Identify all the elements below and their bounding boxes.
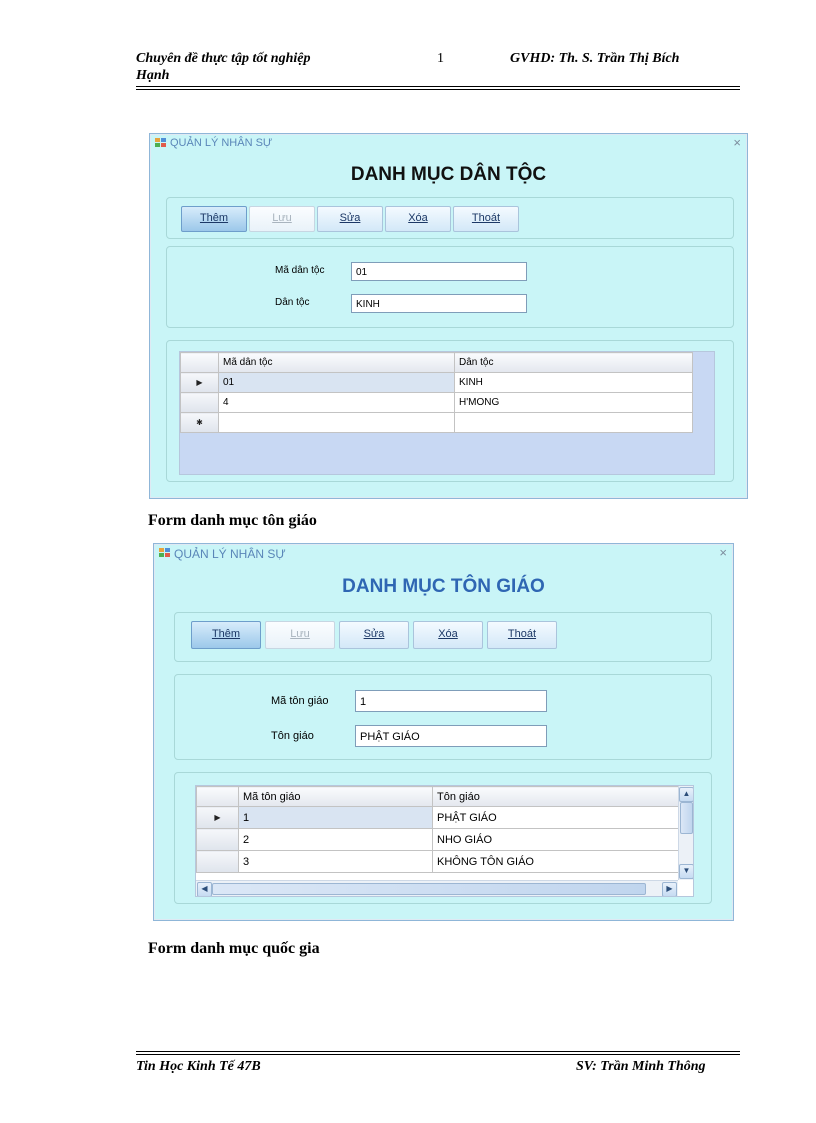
grid-group xyxy=(174,772,712,904)
dan-toc-grid[interactable] xyxy=(179,351,715,475)
window-title: QUẢN LÝ NHÂN SỰ xyxy=(170,137,273,149)
luu-button[interactable]: Lưu xyxy=(265,621,335,649)
thoat-button[interactable]: Thoát xyxy=(453,206,519,232)
grid-group xyxy=(166,340,734,482)
form-heading: DANH MỤC TÔN GIÁO xyxy=(342,576,545,597)
title-bar xyxy=(150,134,747,154)
form-heading: DANH MỤC DÂN TỘC xyxy=(350,164,547,185)
app-icon xyxy=(155,138,166,148)
ton-giao-label: Tôn giáo xyxy=(271,730,314,742)
close-icon[interactable]: × xyxy=(719,545,727,560)
ma-ton-giao-label: Mã tôn giáo xyxy=(271,695,329,707)
sua-button[interactable]: Sửa xyxy=(317,206,383,232)
caption-ton-giao: Form danh mục tôn giáo xyxy=(148,512,317,529)
table-row[interactable] xyxy=(181,393,693,413)
input-group xyxy=(166,246,734,328)
ma-ton-giao-input[interactable]: 1 xyxy=(355,690,547,712)
footer-rule-2 xyxy=(136,1054,740,1055)
footer-right: SV: Trần Minh Thông xyxy=(576,1059,706,1074)
header-left-line1: Chuyên đề thực tập tốt nghiệp xyxy=(136,51,311,66)
grid-cell[interactable] xyxy=(219,413,455,433)
page-number: 1 xyxy=(437,51,444,66)
horizontal-scroll-thumb[interactable] xyxy=(212,883,646,895)
vertical-scrollbar[interactable] xyxy=(678,786,694,880)
window-title: QUẢN LÝ NHÂN SỰ xyxy=(174,547,286,561)
them-button[interactable]: Thêm xyxy=(181,206,247,232)
column-header-dan-toc[interactable]: Dân tộc xyxy=(455,353,693,373)
grid-cell[interactable]: 1 xyxy=(239,807,433,829)
input-group xyxy=(174,674,712,760)
column-header-ma-ton-giao[interactable]: Mã tôn giáo xyxy=(239,787,433,807)
header-right: GVHD: Th. S. Trần Thị Bích xyxy=(510,51,680,66)
dan-toc-label: Dân tộc xyxy=(275,297,310,308)
grid-cell[interactable]: KHÔNG TÔN GIÁO xyxy=(433,851,679,873)
grid-cell[interactable]: H'MONG xyxy=(455,393,693,413)
header-left-line2: Hạnh xyxy=(136,68,170,83)
xoa-button[interactable]: Xóa xyxy=(413,621,483,649)
new-row-icon: ✱ xyxy=(181,413,219,433)
button-group xyxy=(166,197,734,239)
grid-cell[interactable]: 01 xyxy=(219,373,455,393)
corner-cell xyxy=(197,787,239,807)
form-ton-giao-window xyxy=(153,543,734,921)
row-header xyxy=(181,393,219,413)
grid-cell[interactable]: 3 xyxy=(239,851,433,873)
row-header xyxy=(197,851,239,873)
scroll-up-icon[interactable]: ▲ xyxy=(679,787,694,802)
ma-dan-toc-label: Mã dân tộc xyxy=(275,265,325,276)
ma-dan-toc-input[interactable]: 01 xyxy=(351,262,527,281)
them-button[interactable]: Thêm xyxy=(191,621,261,649)
column-header-ton-giao[interactable]: Tôn giáo xyxy=(433,787,679,807)
grid-header-row xyxy=(197,787,679,807)
close-icon[interactable]: × xyxy=(733,135,741,150)
title-bar xyxy=(154,544,733,564)
grid-cell[interactable]: 2 xyxy=(239,829,433,851)
scroll-down-icon[interactable]: ▼ xyxy=(679,864,694,879)
header-rule-2 xyxy=(136,89,740,90)
table-row[interactable] xyxy=(181,373,693,393)
sua-button[interactable]: Sửa xyxy=(339,621,409,649)
grid-cell[interactable]: NHO GIÁO xyxy=(433,829,679,851)
row-header xyxy=(197,829,239,851)
app-icon xyxy=(159,548,170,558)
scroll-left-icon[interactable]: ◀ xyxy=(197,882,212,897)
footer-rule xyxy=(136,1051,740,1052)
table-row-new[interactable] xyxy=(181,413,693,433)
thoat-button[interactable]: Thoát xyxy=(487,621,557,649)
current-row-indicator-icon: ▶ xyxy=(181,373,219,393)
dan-toc-input[interactable]: KINH xyxy=(351,294,527,313)
corner-cell xyxy=(181,353,219,373)
caption-quoc-gia: Form danh mục quốc gia xyxy=(148,940,320,957)
ton-giao-input[interactable]: PHẬT GIÁO xyxy=(355,725,547,747)
form-dan-toc-window xyxy=(149,133,748,499)
ton-giao-grid[interactable] xyxy=(195,785,694,897)
grid-cell[interactable]: PHẬT GIÁO xyxy=(433,807,679,829)
horizontal-scrollbar[interactable] xyxy=(196,880,678,896)
current-row-indicator-icon: ▶ xyxy=(197,807,239,829)
table-row[interactable] xyxy=(197,829,679,851)
grid-header-row xyxy=(181,353,693,373)
xoa-button[interactable]: Xóa xyxy=(385,206,451,232)
vertical-scroll-thumb[interactable] xyxy=(680,802,693,834)
column-header-ma-dan-toc[interactable]: Mã dân tộc xyxy=(219,353,455,373)
footer-left: Tin Học Kinh Tế 47B xyxy=(136,1059,261,1074)
grid-cell[interactable]: 4 xyxy=(219,393,455,413)
button-group xyxy=(174,612,712,662)
grid-cell[interactable] xyxy=(455,413,693,433)
table-row[interactable] xyxy=(197,851,679,873)
scroll-right-icon[interactable]: ▶ xyxy=(662,882,677,897)
table-row[interactable] xyxy=(197,807,679,829)
luu-button[interactable]: Lưu xyxy=(249,206,315,232)
grid-cell[interactable]: KINH xyxy=(455,373,693,393)
header-rule xyxy=(136,86,740,87)
